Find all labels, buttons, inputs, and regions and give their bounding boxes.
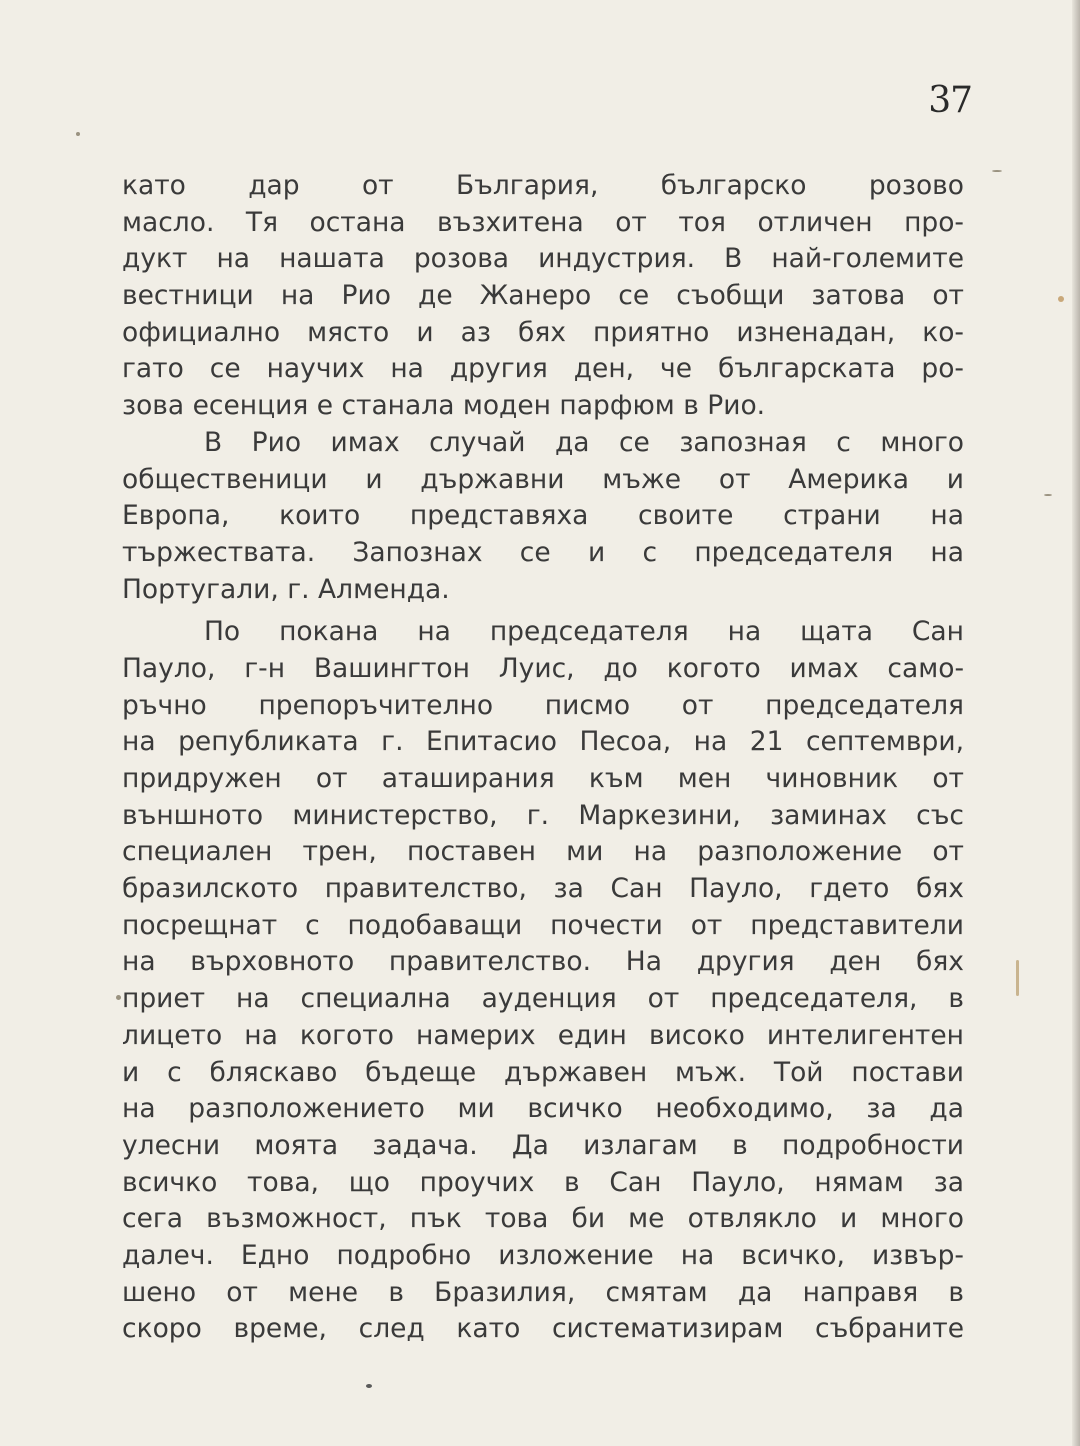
text-line: външното министерство, г. Маркезини, заминах със (122, 799, 964, 831)
text-line: посрещнат с подобаващи почести от представители (122, 909, 964, 941)
text-line: Пауло, г-н Вашингтон Луис, до когото имах само- (122, 652, 964, 684)
paragraph (122, 168, 964, 425)
text-line: лицето на когото намерих един високо интелигентен (122, 1019, 964, 1051)
text-line: и с бляскаво бъдеще държавен мъж. Той постави (122, 1056, 964, 1088)
text-line: на разположението ми всичко необходимо, за да (122, 1093, 964, 1125)
paragraph (122, 425, 964, 608)
page-edge-shadow (1072, 0, 1080, 1446)
text-line: тържествата. Запознах се и с председателя на (122, 536, 964, 568)
text-line: на върховното правителство. На другия ден бях (122, 946, 964, 978)
text-line: официално място и аз бях приятно изненадан, ко- (122, 316, 964, 348)
page-number: 37 (928, 80, 972, 121)
text-line: зова есенция е станала моден парфюм в Рио. (122, 390, 766, 422)
scan-speck (1058, 296, 1064, 302)
text-line: на републиката г. Епитасио Песоа, на 21 септември, (122, 726, 964, 758)
scan-speck (116, 995, 121, 1000)
text-line: специален трен, поставен ми на разположение от (122, 836, 964, 868)
text-line: скоро време, след като систематизирам събраните (122, 1313, 964, 1345)
scan-speck (366, 1384, 372, 1388)
scan-speck (76, 132, 80, 136)
text-line: По покана на председателя на щата Сан (204, 616, 964, 648)
text-line: придружен от аташирания към мен чиновник от (122, 763, 964, 794)
scan-speck (992, 170, 1002, 172)
text-line: дукт на нашата розова индустрия. В най-големите (122, 243, 964, 275)
text-line: приет на специална ауденция от председателя, в (122, 983, 964, 1015)
scan-speck (1044, 494, 1052, 496)
body-text (122, 168, 964, 1348)
text-line: Португали, г. Алменда. (122, 573, 450, 605)
text-line: ръчно препоръчително писмо от председателя (122, 689, 964, 721)
text-line: далеч. Едно подробно изложение на всичко, извър- (122, 1239, 964, 1271)
text-line: масло. Тя остана възхитена от тоя отличен про- (122, 206, 964, 238)
text-line: като дар от България, българско розово (122, 170, 964, 201)
text-line: Европа, които представяха своите страни на (122, 500, 964, 532)
text-line: улесни моята задача. Да излагам в подробности (122, 1129, 964, 1161)
text-line: всичко това, що проучих в Сан Пауло, нямам за (122, 1166, 964, 1198)
paragraph (122, 614, 964, 1348)
text-line: сега възможност, пък това би ме отвлякло и много (122, 1203, 964, 1235)
text-line: шено от мене в Бразилия, смятам да направя в (122, 1276, 964, 1308)
scan-speck (1016, 960, 1019, 996)
text-line: общественици и държавни мъже от Америка и (122, 463, 964, 495)
text-line: В Рио имах случай да се запозная с много (204, 426, 964, 458)
text-line: бразилското правителство, за Сан Пауло, гдето бях (122, 873, 964, 905)
text-line: гато се научих на другия ден, че българската ро- (122, 353, 964, 385)
text-line: вестници на Рио де Жанеро се съобщи затова от (122, 280, 964, 312)
